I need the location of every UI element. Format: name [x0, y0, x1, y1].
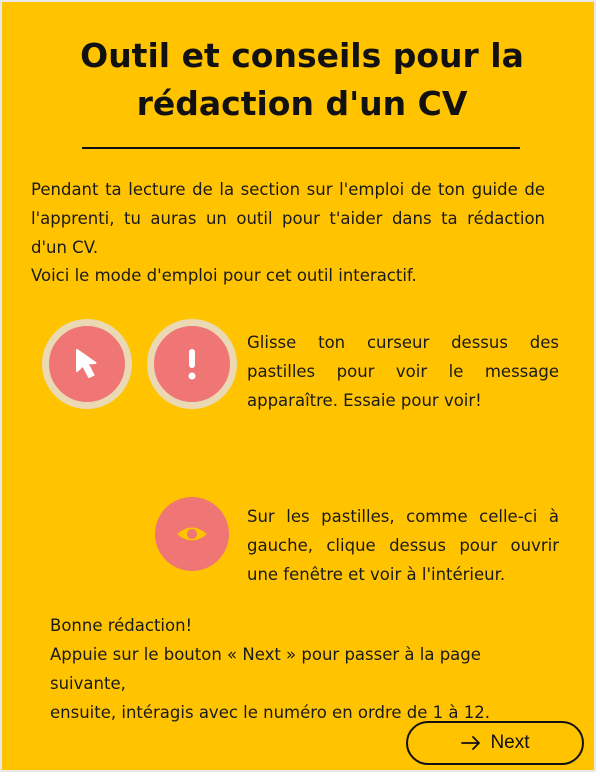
eye-pastille[interactable]: [155, 497, 229, 571]
exclamation-icon: [177, 344, 207, 384]
cursor-arrow-icon: [67, 344, 107, 384]
closing-line-2: Appuie sur le bouton « Next » pour passer à la page suivante,: [50, 645, 481, 693]
closing-line-1: Bonne rédaction!: [50, 616, 193, 635]
closing-text: [50, 611, 550, 727]
page-title: Outil et conseils pour la rédaction d'un CV: [80, 36, 524, 123]
cursor-pastille[interactable]: [42, 319, 132, 409]
eye-icon: [172, 519, 212, 549]
title-divider: [82, 147, 520, 149]
next-button-label: Next: [490, 732, 530, 753]
arrow-right-icon: [460, 735, 482, 751]
next-button[interactable]: [406, 721, 584, 765]
alert-pastille[interactable]: [147, 319, 237, 409]
instructions-heading: Voici le mode d'emploi pour cet outil interactif.: [31, 266, 417, 285]
closing-line-3: ensuite, intéragis avec le numéro en ordre de 1 à 12.: [50, 703, 490, 722]
click-hint-text: Sur les pastilles, comme celle-ci à gauche, clique dessus pour ouvrir une fenêtre et voir à l'intérieur.: [247, 507, 559, 584]
intro-paragraph: Pendant ta lecture de la section sur l'emploi de ton guide de l'apprenti, tu auras un outil pour t'aider dans ta rédaction d'un CV.: [31, 180, 545, 257]
hover-hint-text: Glisse ton curseur dessus des pastilles pour voir le message apparaître. Essaie pour voir!: [247, 333, 559, 410]
